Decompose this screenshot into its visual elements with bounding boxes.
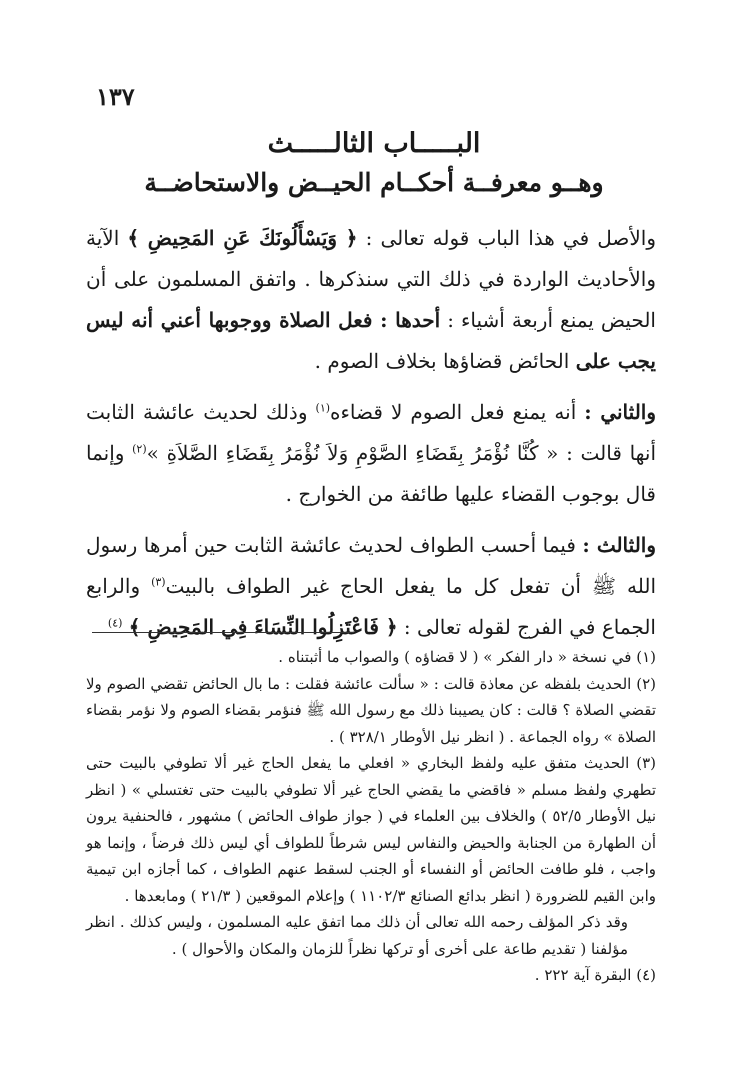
chapter-title: البـــــاب الثالـــــث bbox=[267, 128, 481, 159]
paragraph-3 bbox=[86, 525, 656, 648]
footnote-text: وقد ذكر المؤلف رحمه الله تعالى أن ذلك مما اتفق عليه المسلمون ، وليس كذلك . انظر مؤلفنا ( تقديم طاعة على أخرى أو تركها نظراً للزمان والمكان والأحوال ) . bbox=[86, 913, 628, 958]
quran-verse: ﴿ وَيَسْأَلُونَكَ عَنِ المَحِيضِ ﴾ bbox=[127, 226, 358, 250]
paragraph-2 bbox=[86, 392, 656, 515]
footnote-ref[interactable]: (١) bbox=[315, 401, 331, 415]
footnote-number: (٣) bbox=[636, 754, 656, 772]
footnote-number: (٢) bbox=[636, 674, 656, 693]
footnote-ref[interactable]: (٣) bbox=[151, 575, 166, 589]
footnote-3 bbox=[86, 750, 656, 909]
text-span: فيما أحسب الطواف لحديث عائشة الثابت حين أمرها رسول الله ﷺ أن تفعل كل ما يفعل الحاج غير الطواف بالبيت bbox=[86, 533, 657, 598]
text-span: والأصل في هذا الباب قوله تعالى : bbox=[357, 226, 657, 250]
main-text bbox=[86, 218, 656, 648]
footnote-divider bbox=[92, 632, 354, 633]
footnote-text: الحديث متفق عليه ولفظ البخاري « افعلي ما يفعل الحاج غير ألا تطوفي بالبيت حتى تطهري ولفظ مسلم « فاقضي ما يقضي الحاج غير ألا تطوفي بالبيت حتى تغتسلي » ( انظر نيل الأوطار ٥٢/٥ ) والخلاف بين العلماء في ( جواز طواف الحائض ) مشهور ، فالحنفية يرون أن الطهارة من الجنابة والحيض والنفاس ليس شرطاً للطواف أي ليس ذلك فرضاً ، وإنما هو واجب ، فلو طافت الحائض أو النفساء أو الجنب لسقط عنهم الطواف ، كما أجازه ابن تيمية وابن القيم للضرورة ( انظر بدائع الصنائع ١١٠٢/٣ ) وإعلام الموقعين ( ٢١/٣ ) ومابعدها . bbox=[86, 754, 656, 905]
paragraph-1 bbox=[86, 218, 656, 382]
footnote-4 bbox=[86, 962, 656, 989]
hadith-quote: كُنَّا نُؤْمَرُ بِقَضَاءِ الصَّوْمِ وَلاَ نُؤْمَرُ بِقَضَاءِ الصَّلاَةِ bbox=[166, 441, 539, 465]
text-span: الآية والأحاديث الواردة في ذلك التي سنذكرها . واتفق المسلمون على أن الحيض يمنع أربعة أشياء : bbox=[86, 226, 656, 332]
footnotes bbox=[86, 644, 656, 989]
text-span: وذلك لحديث عائشة الثابت أنها قالت : « bbox=[86, 400, 657, 465]
second-item-label: والثاني : bbox=[584, 400, 656, 424]
chapter-subtitle: وهــو معرفــة أحكــام الحيــض والاستحاضــة bbox=[144, 168, 604, 197]
footnote-text: الحديث بلفظه عن معاذة قالت : « سألت عائشة فقلت : ما بال الحائض تقضي الصوم ولا تقضي الصلاة ؟ قالت : كان يصيبنا ذلك مع رسول الله ﷺ فنؤمر بقضاء الصوم ولا نؤمر بقضاء الصلاة » رواه الجماعة . ( انظر نيل الأوطار ٣٢٨/١ ) . bbox=[86, 674, 656, 746]
page-number: ١٣٧ bbox=[96, 82, 135, 111]
footnote-text: في نسخة « دار الفكر » ( لا قضاؤه ) والصواب ما أثبتناه . bbox=[278, 648, 632, 666]
text-span: أنه يمنع فعل الصوم لا قضاءه bbox=[330, 400, 585, 424]
footnote-ref[interactable]: (٤) bbox=[107, 616, 123, 630]
footnote-1 bbox=[86, 644, 656, 671]
quran-verse: ﴿ فَاعْتَزِلُوا النِّسَاءَ فِي المَحِيضِ ﴾ bbox=[128, 615, 398, 639]
footnote-text: البقرة آية ٢٢٢ . bbox=[534, 966, 632, 984]
first-item-label: أحدها : فعل الصلاة ووجوبها أعني أنه ليس يجب على bbox=[86, 308, 656, 373]
footnote-ref[interactable]: (٢) bbox=[132, 442, 147, 456]
footnote-2 bbox=[86, 671, 656, 751]
text-span: » bbox=[146, 441, 167, 465]
third-item-label: والثالث : bbox=[582, 533, 656, 557]
footnote-number: (٤) bbox=[636, 966, 656, 984]
text-span: والرابع الجماع في الفرج لقوله تعالى : bbox=[86, 574, 656, 639]
text-span: وإنما قال بوجوب القضاء عليها طائفة من الخوارج . bbox=[86, 441, 656, 506]
text-span: الحائض قضاؤها بخلاف الصوم . bbox=[314, 349, 576, 373]
footnote-number: (١) bbox=[636, 648, 656, 666]
footnote-3-continued bbox=[86, 909, 656, 962]
